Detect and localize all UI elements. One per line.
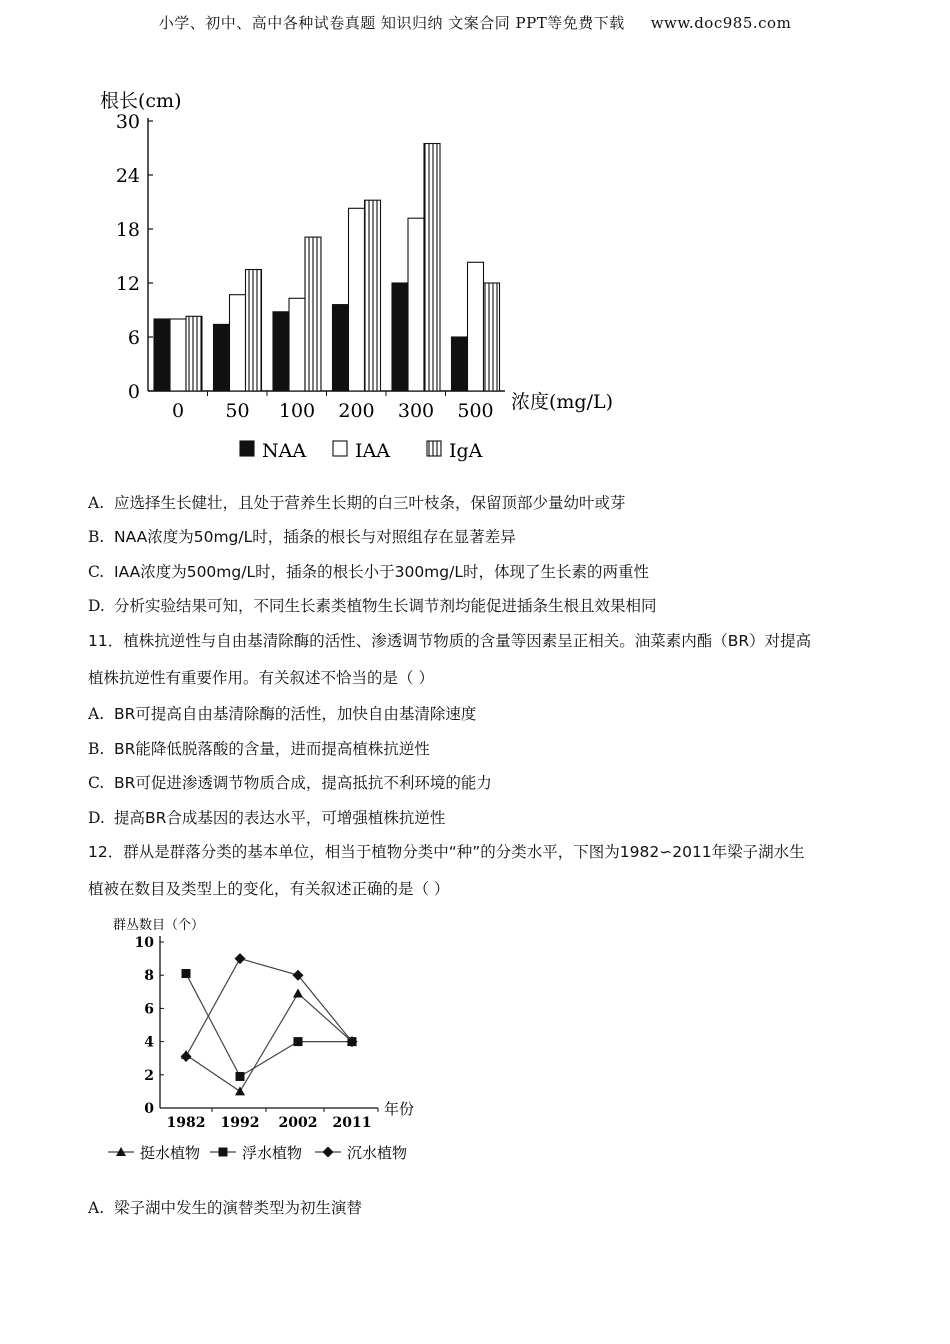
legend-swatch-naa — [240, 441, 254, 456]
bar-naa — [273, 312, 289, 391]
y-tick-label: 6 — [144, 1001, 154, 1018]
x-tick-label: 1992 — [220, 1115, 260, 1131]
bar-iaa — [349, 208, 365, 391]
legend-marker-square — [219, 1148, 228, 1157]
legend-swatch-iaa — [333, 441, 347, 456]
point-triangle — [293, 988, 303, 997]
y-tick-label: 0 — [144, 1101, 154, 1117]
x-tick-label: 300 — [397, 400, 435, 422]
q11-stem-line2: 植株抗逆性有重要作用。有关叙述不恰当的是（ ） — [88, 669, 434, 687]
bar-iaa — [408, 218, 424, 391]
point-square — [236, 1072, 245, 1081]
q10-option-c: C. IAA浓度为500mg/L时，插条的根长小于300mg/L时，体现了生长素的两重性 — [88, 563, 649, 581]
x-axis-label: 年份 — [384, 1100, 415, 1118]
y-tick-label: 24 — [115, 165, 140, 187]
legend-marker-diamond — [323, 1147, 334, 1158]
bar-naa — [452, 337, 468, 391]
legend-label: 浮水植物 — [242, 1144, 303, 1162]
q11-option-b: B. BR能降低脱落酸的含量，进而提高植株抗逆性 — [88, 740, 430, 758]
bar-naa — [154, 319, 170, 391]
y-tick-label: 30 — [115, 111, 140, 133]
y-tick-label: 2 — [144, 1067, 154, 1084]
q10-option-d: D. 分析实验结果可知，不同生长素类植物生长调节剂均能促进插条生根且效果相同 — [88, 597, 657, 615]
point-square — [182, 969, 191, 978]
point-diamond — [235, 953, 246, 964]
point-triangle — [181, 1050, 191, 1059]
q10-option-a: A. 应选择生长健壮，且处于营养生长期的白三叶枝条，保留顶部少量幼叶或芽 — [88, 494, 626, 512]
root-length-bar-chart — [0, 0, 950, 480]
y-tick-label: 18 — [115, 219, 140, 241]
q12-stem-line2: 植被在数目及类型上的变化，有关叙述正确的是（ ） — [88, 880, 450, 898]
legend-swatch-iga — [427, 441, 441, 456]
legend-marker-triangle — [116, 1147, 126, 1156]
q11-option-c: C. BR可促进渗透调节物质合成，提高抵抗不利环境的能力 — [88, 774, 492, 792]
bar-iga — [365, 200, 381, 391]
point-diamond — [347, 1036, 358, 1047]
x-tick-label: 1982 — [166, 1115, 206, 1131]
q11-emphasis: 不恰当 — [320, 669, 368, 687]
x-tick-label: 2002 — [278, 1115, 318, 1131]
legend-label: 沉水植物 — [347, 1144, 408, 1162]
header-url[interactable]: www.doc985.com — [650, 14, 792, 32]
bar-iaa — [170, 319, 186, 391]
bar-iaa — [289, 298, 305, 391]
header-text: 小学、初中、高中各种试卷真题 知识归纳 文案合同 PPT等免费下载 — [158, 14, 625, 32]
q11-option-a: A. BR可提高自由基清除酶的活性，加快自由基清除速度 — [88, 705, 477, 723]
q10-option-b: B. NAA浓度为50mg/L时，插条的根长与对照组存在显著差异 — [88, 528, 516, 546]
point-diamond — [181, 1051, 192, 1062]
bar-naa — [333, 305, 349, 391]
point-square — [294, 1037, 303, 1046]
y-tick-label: 12 — [115, 273, 140, 295]
bar-iga — [484, 283, 500, 391]
bar-iaa — [468, 262, 484, 391]
bar-iga — [305, 237, 321, 391]
bar-naa — [392, 283, 408, 391]
bar-naa — [214, 324, 230, 391]
x-axis-label: 浓度(mg/L) — [511, 391, 614, 413]
x-tick-label: 100 — [278, 400, 316, 422]
series-line-triangle — [186, 993, 352, 1091]
legend-label: IAA — [355, 440, 390, 462]
point-diamond — [293, 970, 304, 981]
q12-option-a: A. 梁子湖中发生的演替类型为初生演替 — [88, 1199, 363, 1217]
y-tick-label: 10 — [134, 935, 154, 951]
point-square — [348, 1037, 357, 1046]
bar-iga — [424, 144, 440, 392]
x-tick-label: 0 — [171, 400, 185, 422]
x-tick-label: 500 — [457, 400, 494, 422]
series-line-diamond — [186, 959, 352, 1057]
y-tick-label: 8 — [144, 968, 154, 985]
x-tick-label: 2011 — [332, 1115, 372, 1131]
series-line-square — [186, 974, 352, 1077]
y-tick-label: 4 — [144, 1034, 154, 1051]
legend-label: IgA — [449, 440, 483, 462]
q12-stem-line1: 12．群从是群落分类的基本单位，相当于植物分类中“种”的分类水平，下图为1982∽2011年梁子湖水生 — [88, 843, 805, 861]
bar-iaa — [230, 295, 246, 391]
y-axis-label: 根长(cm) — [100, 90, 182, 112]
y-tick-label: 6 — [127, 327, 140, 349]
q11-stem-line1: 11．植株抗逆性与自由基清除酶的活性、渗透调节物质的含量等因素呈正相关。油菜素内酯（BR）对提高 — [88, 632, 812, 650]
point-triangle — [347, 1037, 357, 1046]
legend-label: 挺水植物 — [140, 1144, 201, 1162]
bar-iga — [246, 270, 262, 392]
bar-iga — [186, 316, 202, 391]
y-tick-label: 0 — [127, 381, 140, 403]
legend-label: NAA — [262, 440, 307, 462]
x-tick-label: 200 — [338, 400, 375, 422]
y-axis-label: 群丛数目（个） — [113, 918, 205, 933]
q11-option-d: D. 提高BR合成基因的表达水平，可增强植株抗逆性 — [88, 809, 446, 827]
point-triangle — [235, 1086, 245, 1095]
x-tick-label: 50 — [225, 400, 250, 422]
